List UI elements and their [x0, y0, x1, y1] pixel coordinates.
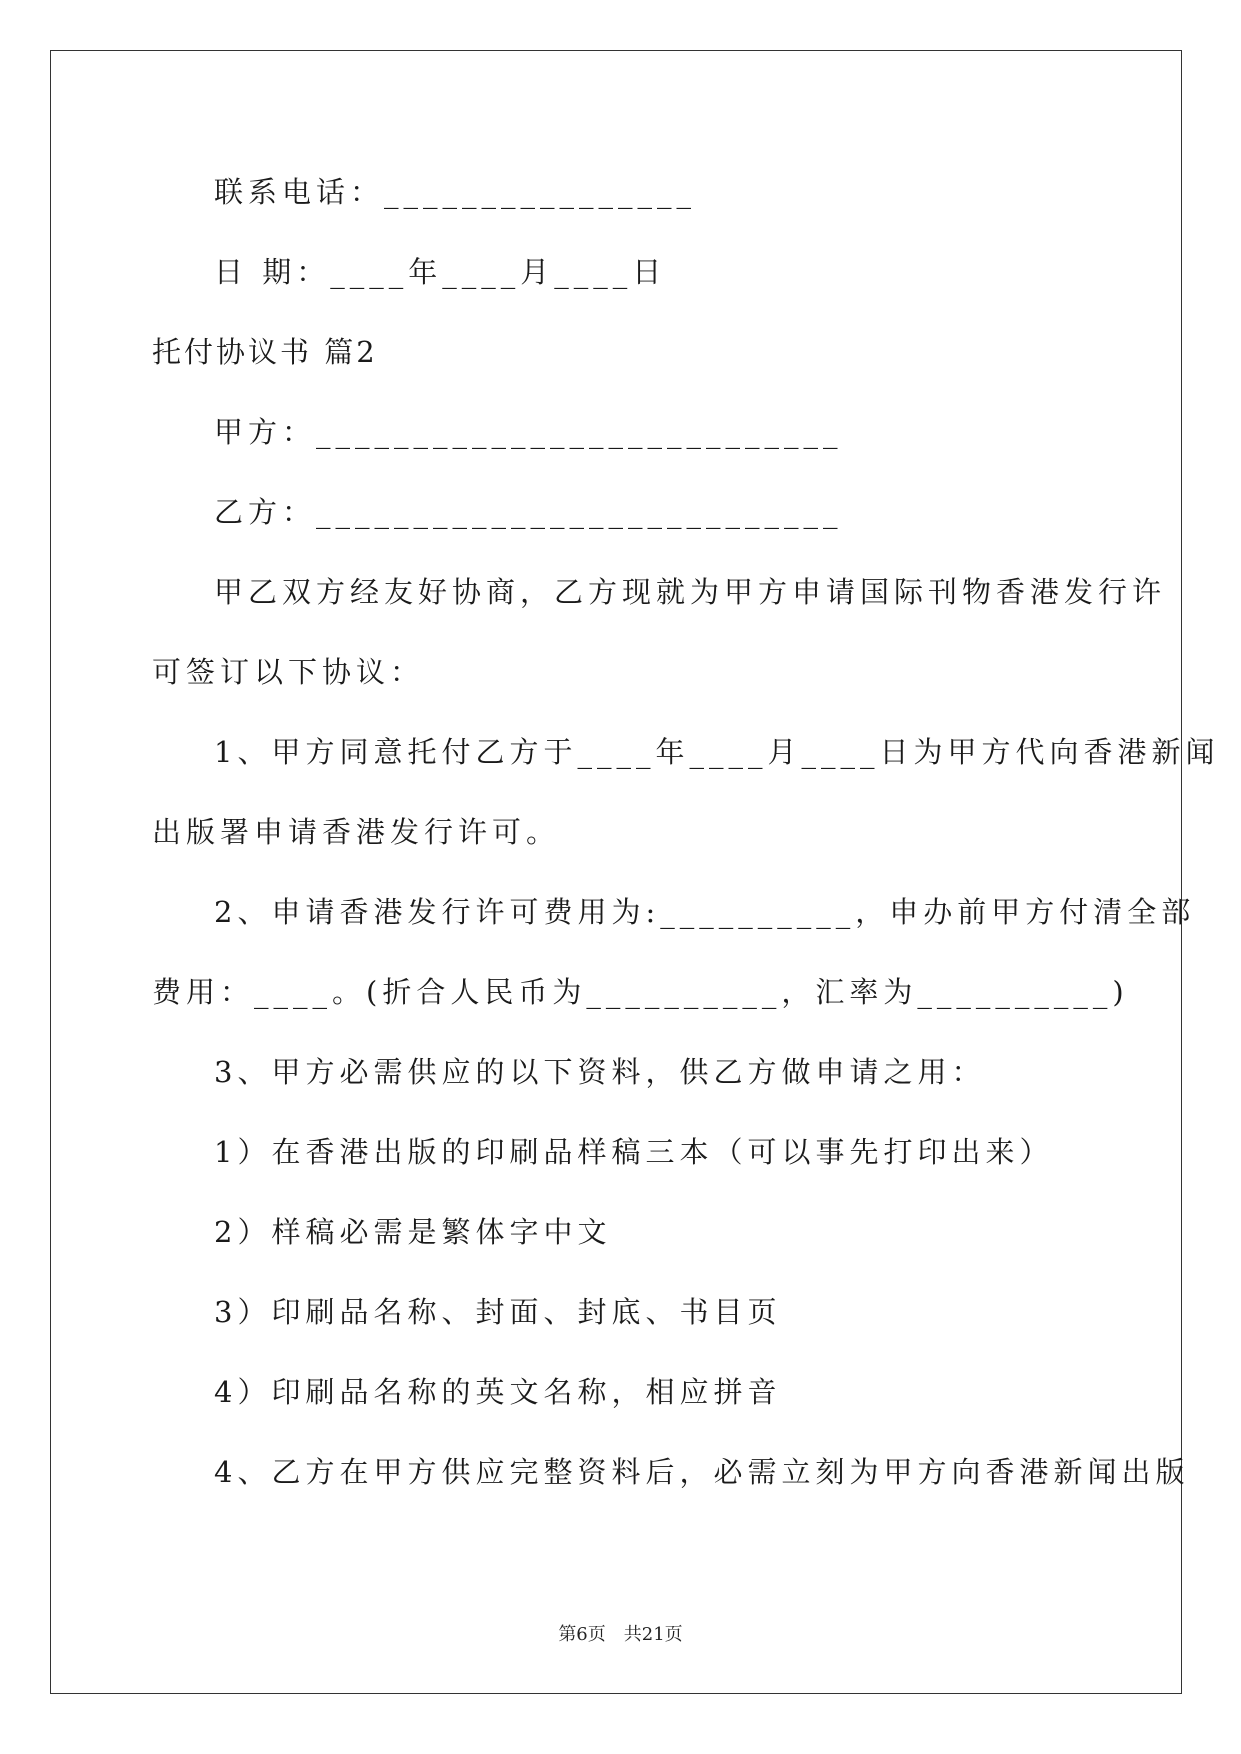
clause-3-item-3: 3）印刷品名称、封面、封底、书目页 [214, 1295, 782, 1329]
clause-1-line-1: 1、甲方同意托付乙方于____年____月____日为甲方代向香港新闻 [214, 735, 1220, 769]
contact-phone-line: 联系电话：________________ [214, 175, 697, 209]
clause-3-item-4: 4）印刷品名称的英文名称，相应拼音 [214, 1375, 782, 1409]
intro-paragraph-line-2: 可签订以下协议： [152, 655, 425, 689]
clause-2-line-1: 2、申请香港发行许可费用为:__________，申办前甲方付清全部 [214, 895, 1196, 929]
page-frame [50, 50, 1182, 1694]
clause-2-line-2: 费用：____。(折合人民币为__________，汇率为__________) [152, 975, 1129, 1009]
clause-4-line-1: 4、乙方在甲方供应完整资料后，必需立刻为甲方向香港新闻出版 [214, 1455, 1190, 1489]
clause-3-line: 3、甲方必需供应的以下资料，供乙方做申请之用： [214, 1055, 986, 1089]
section-heading: 托付协议书 篇2 [152, 335, 378, 369]
clause-3-item-2: 2）样稿必需是繁体字中文 [214, 1215, 612, 1249]
date-line: 日 期：____年____月____日 [214, 255, 667, 289]
page-number-footer: 第6页 共21页 [558, 1624, 683, 1645]
clause-3-item-1: 1）在香港出版的印刷品样稿三本（可以事先打印出来） [214, 1135, 1054, 1169]
party-b-line: 乙方：___________________________ [214, 495, 843, 529]
party-a-line: 甲方：___________________________ [214, 415, 843, 449]
intro-paragraph-line-1: 甲乙双方经友好协商，乙方现就为甲方申请国际刊物香港发行许 [214, 575, 1167, 609]
clause-1-line-2: 出版署申请香港发行许可。 [152, 815, 561, 849]
